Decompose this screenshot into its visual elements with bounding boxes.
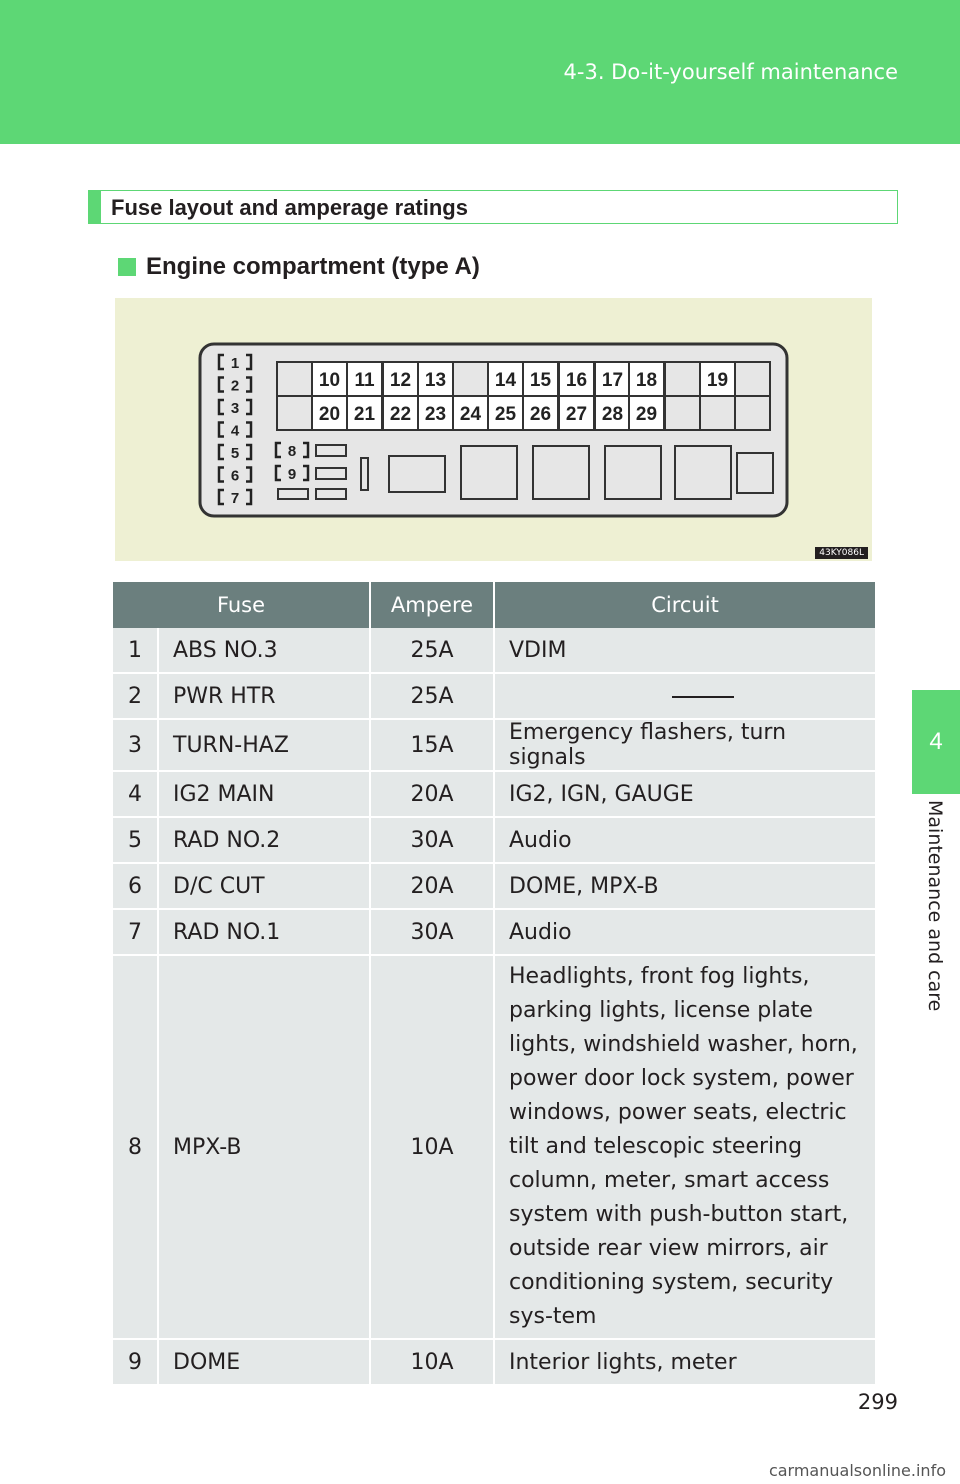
fuse-cell-29 (629, 396, 664, 430)
fuse-number: 1 (113, 628, 158, 673)
fuse-circuit: Audio (494, 909, 875, 955)
fuse-cell-21 (347, 396, 382, 430)
fuse-number-label: 19 (706, 370, 729, 391)
page-number: 299 (857, 1390, 898, 1414)
fuse-cell-empty (700, 396, 735, 430)
table-row (113, 628, 875, 673)
fuse-ampere: 20A (370, 771, 494, 817)
fuse-cell-empty (453, 362, 488, 396)
fuse-ampere: 10A (370, 1339, 494, 1385)
fuse-name: PWR HTR (158, 673, 370, 719)
fuse-box-diagram (115, 298, 872, 561)
fuse-cell-15 (523, 362, 558, 396)
fuse-cell-22 (383, 396, 418, 430)
fuse-number-label: 10 (318, 370, 341, 391)
fuse-circuit: Emergency flashers, turn signals (494, 719, 875, 771)
section-accent (89, 191, 101, 223)
fuse-circuit: DOME, MPX-B (494, 863, 875, 909)
fuse-cell-20 (312, 396, 347, 430)
fuse-label: 5 (230, 445, 240, 462)
fuse-number: 7 (113, 909, 158, 955)
fuse-number-label: 11 (354, 370, 375, 391)
square-bullet-icon (118, 258, 136, 276)
fuse-cell-18 (629, 362, 664, 396)
table-row (113, 863, 875, 909)
table-row (113, 673, 875, 719)
fuse-name: D/C CUT (158, 863, 370, 909)
table-row (113, 1339, 875, 1385)
fuse-circuit: VDIM (494, 628, 875, 673)
fuse-name: DOME (158, 1339, 370, 1385)
table-row (113, 771, 875, 817)
fuse-circuit-none (494, 673, 875, 719)
header-fuse: Fuse (113, 582, 370, 628)
fuse-number: 4 (113, 771, 158, 817)
fuse-cell-empty (735, 396, 770, 430)
section-label: 4-3. Do-it-yourself maintenance (563, 60, 898, 84)
fuse-number-label: 20 (318, 404, 341, 425)
header-bar (0, 0, 960, 144)
fuse-label: 1 (230, 355, 240, 372)
fuse-number-label: 27 (565, 404, 588, 425)
fuse-circuit: Interior lights, meter (494, 1339, 875, 1385)
fuse-ampere: 30A (370, 909, 494, 955)
table-row (113, 955, 875, 1339)
fuse-cell-14 (488, 362, 523, 396)
fuse-number-label: 28 (601, 404, 624, 425)
fuse-number: 9 (113, 1339, 158, 1385)
fuse-number: 6 (113, 863, 158, 909)
fuse-number: 8 (113, 955, 158, 1339)
fuse-number-label: 18 (635, 370, 658, 391)
footer-watermark: carmanualsonline.info (768, 1461, 946, 1480)
fuse-number-label: 12 (389, 370, 412, 391)
section-title: Fuse layout and amperage ratings (111, 195, 468, 220)
fuse-number-label: 15 (529, 370, 552, 391)
subheading (118, 253, 480, 281)
fuse-circuit: Headlights, front fog lights, parking lights, license plate lights, windshield washer, horn, power door lock system, power windows, power seats, electric tilt and telescopic steering column, meter, smart access system with push-button start, outside rear view mirrors, air conditioning system, security sys-tem (494, 955, 875, 1339)
table-row (113, 909, 875, 955)
fuse-name: IG2 MAIN (158, 771, 370, 817)
fuse-cell-26 (523, 396, 558, 430)
fuse-cell-25 (488, 396, 523, 430)
fuse-label: 4 (230, 422, 240, 440)
fuse-number-label: 24 (459, 404, 482, 425)
fuse-grid (277, 362, 770, 430)
fuse-name: RAD NO.2 (158, 817, 370, 863)
fuse-number-label: 17 (601, 370, 624, 391)
subheading-text: Engine compartment (type A) (146, 253, 480, 280)
fuse-label: 9 (287, 466, 297, 483)
fuse-number-label: 25 (494, 404, 517, 425)
fuse-cell-24 (453, 396, 488, 430)
fuse-label: 8 (287, 443, 297, 460)
fuse-cell-23 (418, 396, 453, 430)
fuse-number-label: 16 (565, 370, 588, 391)
fuse-cell-28 (595, 396, 630, 430)
chapter-tab-number: 4 (912, 690, 960, 794)
fuse-cell-19 (700, 362, 735, 396)
table-row (113, 719, 875, 771)
fuse-number-label: 22 (389, 404, 412, 425)
fuse-cell-10 (312, 362, 347, 396)
fuse-name: TURN-HAZ (158, 719, 370, 771)
fuse-name: RAD NO.1 (158, 909, 370, 955)
fuse-cell-27 (559, 396, 594, 430)
fuse-cell-13 (418, 362, 453, 396)
fuse-cell-empty (277, 396, 312, 430)
header-ampere: Ampere (370, 582, 494, 628)
fuse-name: MPX-B (158, 955, 370, 1339)
fuse-ampere: 15A (370, 719, 494, 771)
section-title-bar (88, 190, 898, 224)
chapter-tab-label (912, 800, 960, 1020)
fuse-ampere: 30A (370, 817, 494, 863)
fuse-cell-12 (383, 362, 418, 396)
table-header-row (113, 582, 875, 628)
fuse-name: ABS NO.3 (158, 628, 370, 673)
fuse-cell-17 (595, 362, 630, 396)
fuse-cell-empty (665, 396, 700, 430)
fuse-number: 3 (113, 719, 158, 771)
fuse-cell-11 (347, 362, 382, 396)
fuse-box-svg (115, 298, 872, 561)
header-circuit: Circuit (494, 582, 875, 628)
dash-icon (672, 696, 734, 698)
figure-code: 43KY086L (815, 547, 868, 559)
fuse-number-label: 26 (529, 404, 552, 425)
fuse-cell-empty (735, 362, 770, 396)
fuse-ampere: 25A (370, 628, 494, 673)
fuse-label: 3 (230, 400, 240, 417)
fuse-label: 2 (230, 377, 240, 395)
fuse-number: 2 (113, 673, 158, 719)
fuse-label: 6 (230, 467, 240, 485)
fuse-ampere: 20A (370, 863, 494, 909)
fuse-number: 5 (113, 817, 158, 863)
fuse-number-label: 29 (635, 404, 658, 425)
fuse-ampere: 10A (370, 955, 494, 1339)
fuse-number-label: 23 (424, 404, 447, 425)
fuse-ampere: 25A (370, 673, 494, 719)
fuse-number-label: 13 (424, 370, 447, 391)
fuse-circuit: Audio (494, 817, 875, 863)
fuse-circuit: IG2, IGN, GAUGE (494, 771, 875, 817)
chapter-tab-label-text: Maintenance and care (924, 800, 946, 1012)
fuse-cell-empty (665, 362, 700, 396)
fuse-label: 7 (230, 490, 240, 507)
fuse-number-label: 21 (353, 404, 376, 425)
fuse-table (113, 582, 875, 1386)
fuse-number-label: 14 (494, 370, 517, 391)
table-row (113, 817, 875, 863)
fuse-cell-16 (559, 362, 594, 396)
fuse-cell-empty (277, 362, 312, 396)
